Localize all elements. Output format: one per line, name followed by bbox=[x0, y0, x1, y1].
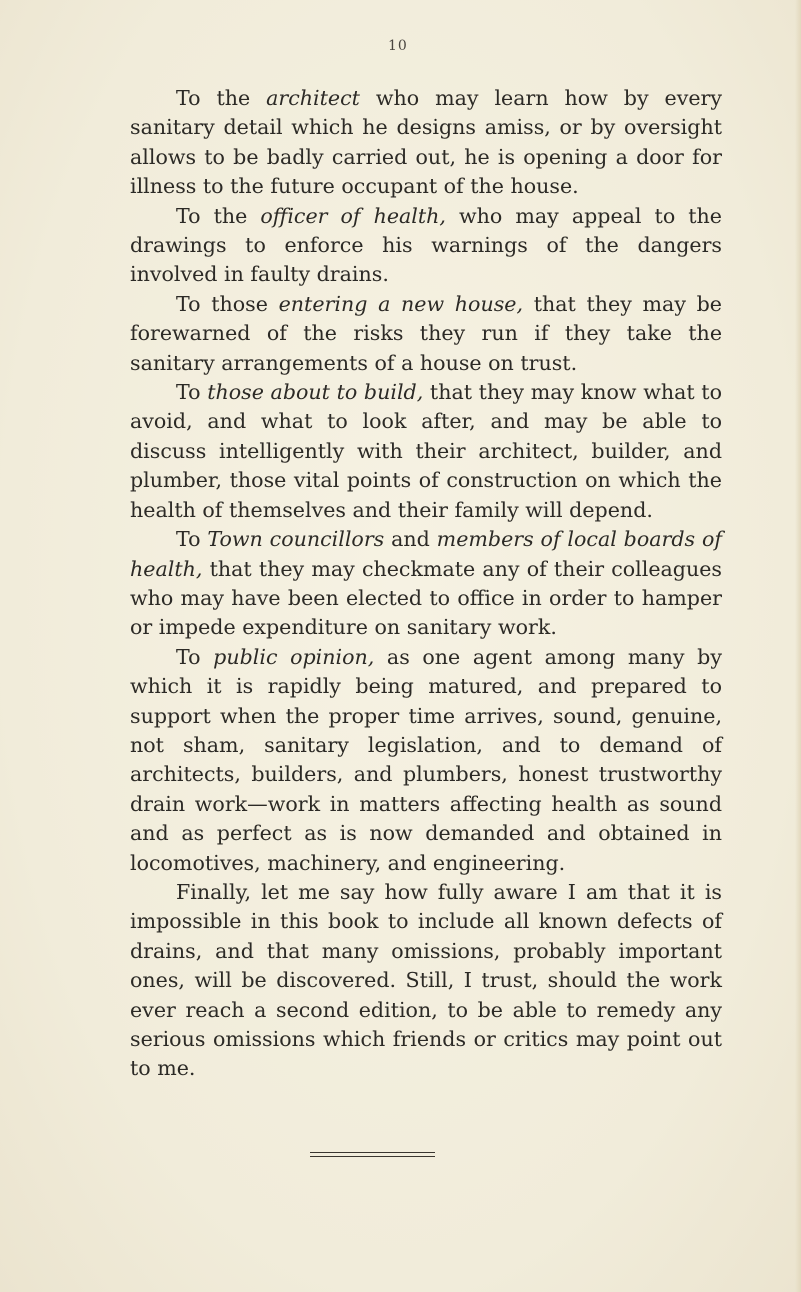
paragraph-rest: as one agent among many by which it is rapidly being matured, and prepared to support when the proper time arrives, sound, genuine, not sham, sanitary legislation, and to demand of architects, builders, and plumbers, honest trustworthy drain work—work in matters affecting health as sound and as perfect as is now demanded and obtained in locomotives, machinery, and engineering. bbox=[130, 644, 722, 875]
page-edge-shadow bbox=[795, 0, 801, 1292]
paragraph-emphasis: public opinion, bbox=[213, 644, 375, 669]
paragraph-town-councillors bbox=[130, 525, 722, 643]
body-text bbox=[130, 84, 722, 1084]
page-number: 10 bbox=[388, 38, 408, 54]
paragraph-emphasis-2: members of local boards of health, bbox=[130, 527, 722, 581]
rule-line-upper bbox=[310, 1152, 435, 1153]
paragraph-lead: To those bbox=[176, 291, 279, 316]
paragraph-rest: who may learn how by every sanitary detail which he designs amiss, or by oversight allows to be badly carried out, he is opening a door for illness to the future occupant of the house. bbox=[130, 86, 723, 199]
paragraph-about-to-build bbox=[130, 378, 722, 525]
paragraph-rest: that they may know what to avoid, and what to look after, and may be able to discuss intelligently with their architect, builder, and plumber, those vital points of construction on which the health of themselves and their family will depend. bbox=[130, 380, 722, 522]
paragraph-finally bbox=[130, 878, 722, 1084]
paragraph-emphasis: Town councillors bbox=[207, 527, 385, 552]
paragraph-lead: To bbox=[176, 644, 214, 669]
paragraph-rest: who may appeal to the drawings to enforce his warnings of the dangers involved in faulty drains. bbox=[130, 203, 722, 287]
paragraph-emphasis: those about to build, bbox=[207, 380, 424, 405]
paragraph-officer-of-health bbox=[130, 202, 722, 290]
paragraph-emphasis: officer of health, bbox=[260, 203, 446, 228]
paragraph-lead: To bbox=[176, 380, 208, 405]
paragraph-lead: To the bbox=[176, 203, 261, 228]
paragraph-new-house bbox=[130, 290, 722, 378]
paragraph-public-opinion bbox=[130, 643, 722, 878]
paragraph-lead: To bbox=[176, 527, 208, 552]
paragraph-emphasis: entering a new house, bbox=[278, 291, 524, 316]
paragraph-rest: that they may checkmate any of their colleagues who may have been elected to office in order to hamper or impede expenditure on sanitary work. bbox=[130, 556, 722, 640]
paragraph-rest: that they may be forewarned of the risks they run if they take the sanitary arrangements of a house on trust. bbox=[130, 291, 722, 375]
paragraph-emphasis: architect bbox=[266, 86, 360, 110]
paragraph-lead: Finally, let me say how fully aware I am that it is impossible in this book to include all known defects of drains, and that many omissions, probably important ones, will be discovered. Still, I trust, should the work ever reach a second edition, to be able to remedy any serious omissions which friends or critics may point out to me. bbox=[130, 879, 722, 1081]
rule-line-lower bbox=[310, 1156, 435, 1157]
paragraph-lead: To the bbox=[176, 86, 267, 110]
closing-rule bbox=[0, 1152, 801, 1162]
paragraph-architect bbox=[130, 84, 722, 202]
paragraph-middle: and bbox=[384, 527, 437, 552]
